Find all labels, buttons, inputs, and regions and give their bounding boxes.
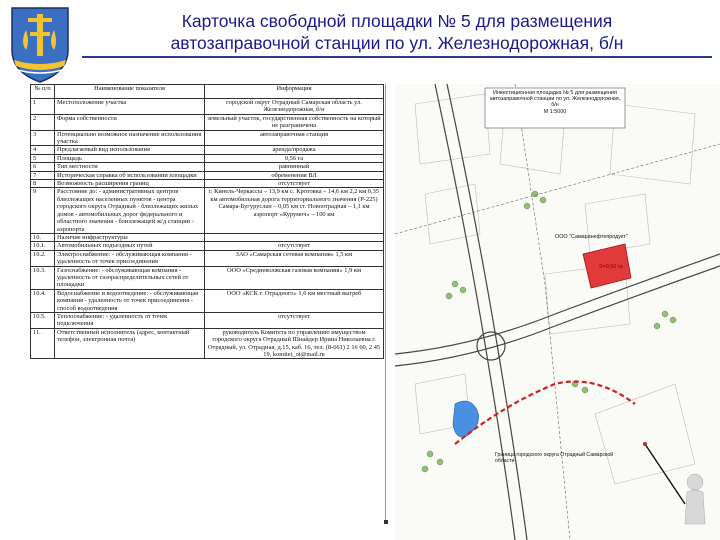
cell-name: Автомобильных подъездных путей [55,242,205,250]
cell-info: аренда/продажа [205,146,384,154]
table-row [31,99,384,115]
cell-num: 9 [31,188,55,233]
table-row [31,163,384,171]
title-line-1: Карточка свободной площадки № 5 для размещения [181,11,613,31]
map-label-plot: S=0,56 га [599,264,623,270]
cell-info: равнинный [205,163,384,171]
cell-name: Форма собственности [55,114,205,130]
cell-info: городской округ Отрадный Самарская область ул. Железнодорожная, б/н [205,99,384,115]
cell-info: ООО «Средневолжская газовая компания» 1,9 км [205,266,384,289]
cell-name: Потенциально возможное назначение использования участка [55,130,205,146]
col-info-header: Информация [205,85,384,99]
cell-info [205,233,384,241]
cell-num: 1 [31,99,55,115]
cell-info: ЗАО «Самарская сетевая компания» 1,5 км [205,250,384,266]
cell-num: 4 [31,146,55,154]
map-legend-title: Инвестиционная площадка № 5 для размещения автозаправочной станции по ул. Железнодорожная, б/н [489,90,621,109]
passport-table [30,84,384,359]
col-num-header: № п/п [31,85,55,99]
table-row [31,146,384,154]
table-body [31,99,384,359]
cell-num: 10.3. [31,266,55,289]
map-drawing [395,84,720,540]
table-row [31,266,384,289]
table-row [31,242,384,250]
bullet-mark [384,520,388,524]
cell-num: 10.1. [31,242,55,250]
table-row [31,171,384,179]
cell-num: 2 [31,114,55,130]
col-name-header: Наименование показателя [55,85,205,99]
map-legend [487,90,623,115]
cell-name: Ответственный исполнитель (адрес, контактный телефон, электронная почта) [55,328,205,359]
table-header-row [31,85,384,99]
table-row [31,188,384,233]
slide-header [0,0,720,84]
cell-info: отсутствует [205,180,384,188]
cell-name: Теплоснабжение: - удаленность от точек подключения [55,312,205,328]
cell-info: г. Кинель-Черкассы – 13,9 км с. Кротовка – 14,6 км 2,2 км 0,35 км автомобильная дорога территориального значения (Р-225) Самара-Бугуруслан – 0,05 км ст. Новоотрадная – 1,1 км аэропорт «Курумоч» – 100 км [205,188,384,233]
table-row [31,250,384,266]
cell-num: 7 [31,171,55,179]
table-row [31,130,384,146]
table-row [31,289,384,312]
cell-info: ООО «КСК г. Отрадного» 1,6 км местный выгреб [205,289,384,312]
title-divider [82,56,712,58]
cell-info: земельный участок, государственная собственность на который не разграничена [205,114,384,130]
title-line-2: автозаправочной станции по ул. Железнодорожная, б/н [170,33,624,53]
map-legend-scale: М 1:5000 [543,108,567,115]
cell-name: Наличие инфраструктуры [55,233,205,241]
cell-info: обременения ВЛ [205,171,384,179]
table-row [31,328,384,359]
cell-info: отсутствует [205,312,384,328]
cell-num: 5 [31,154,55,162]
cell-info: отсутствует [205,242,384,250]
cell-name: Местоположение участка [55,99,205,115]
cell-name: Водоснабжение и водоотведение: - обслуживающая компания - удаленность от точек присоединения - способ водоотведения [55,289,205,312]
cell-info: 0,56 га [205,154,384,162]
cell-name: Тип местности [55,163,205,171]
cell-info: автозаправочная станция [205,130,384,146]
cell-name: Расстояние до: - административных центров близлежащих населенных пунктов - центра городского округа Отрадный - близлежащих жилых домов - автомобильных дорог федерального и областного значения - близлежащей ж/д станции - аэропорта [55,188,205,233]
site-passport-table [30,84,384,524]
cell-name: Газоснабжение: - обслуживающая компания - удаленность от газораспределительных сетей от площадки [55,266,205,289]
table-row [31,114,384,130]
cell-info: руководитель Комитета по управлению имуществом городского округа Отрадный Шнайдер Ирина Николаевна г. Отрадный, ул. Отрадная, д.15, каб. 16, тел. (8-661) 2 16 60, 2 45 19, komitet_ot@mail.ru [205,328,384,359]
cell-name: Возможность расширения границ [55,180,205,188]
cell-num: 11. [31,328,55,359]
divider [385,84,386,524]
cell-num: 10.5. [31,312,55,328]
table-row [31,233,384,241]
cell-name: Электроснабжение: - обслуживающая компания - удаленность от точек присоединения [55,250,205,266]
cell-name: Площадь [55,154,205,162]
cell-num: 8 [31,180,55,188]
cell-num: 3 [31,130,55,146]
cell-num: 10. [31,233,55,241]
table-row [31,312,384,328]
cell-name: Предлагаемый вид использования [55,146,205,154]
map-label-company: ООО "Самаранефтепродукт" [555,234,628,240]
coat-of-arms-icon [6,4,74,84]
cell-num: 6 [31,163,55,171]
page-title [82,10,712,54]
cell-num: 10.4. [31,289,55,312]
table-row [31,154,384,162]
site-map [395,84,720,540]
cell-num: 10.2. [31,250,55,266]
table-row [31,180,384,188]
map-label-boundary: Граница городского округа Отрадный Самарской области [495,452,614,464]
cell-name: Историческая справка об использовании площадки [55,171,205,179]
